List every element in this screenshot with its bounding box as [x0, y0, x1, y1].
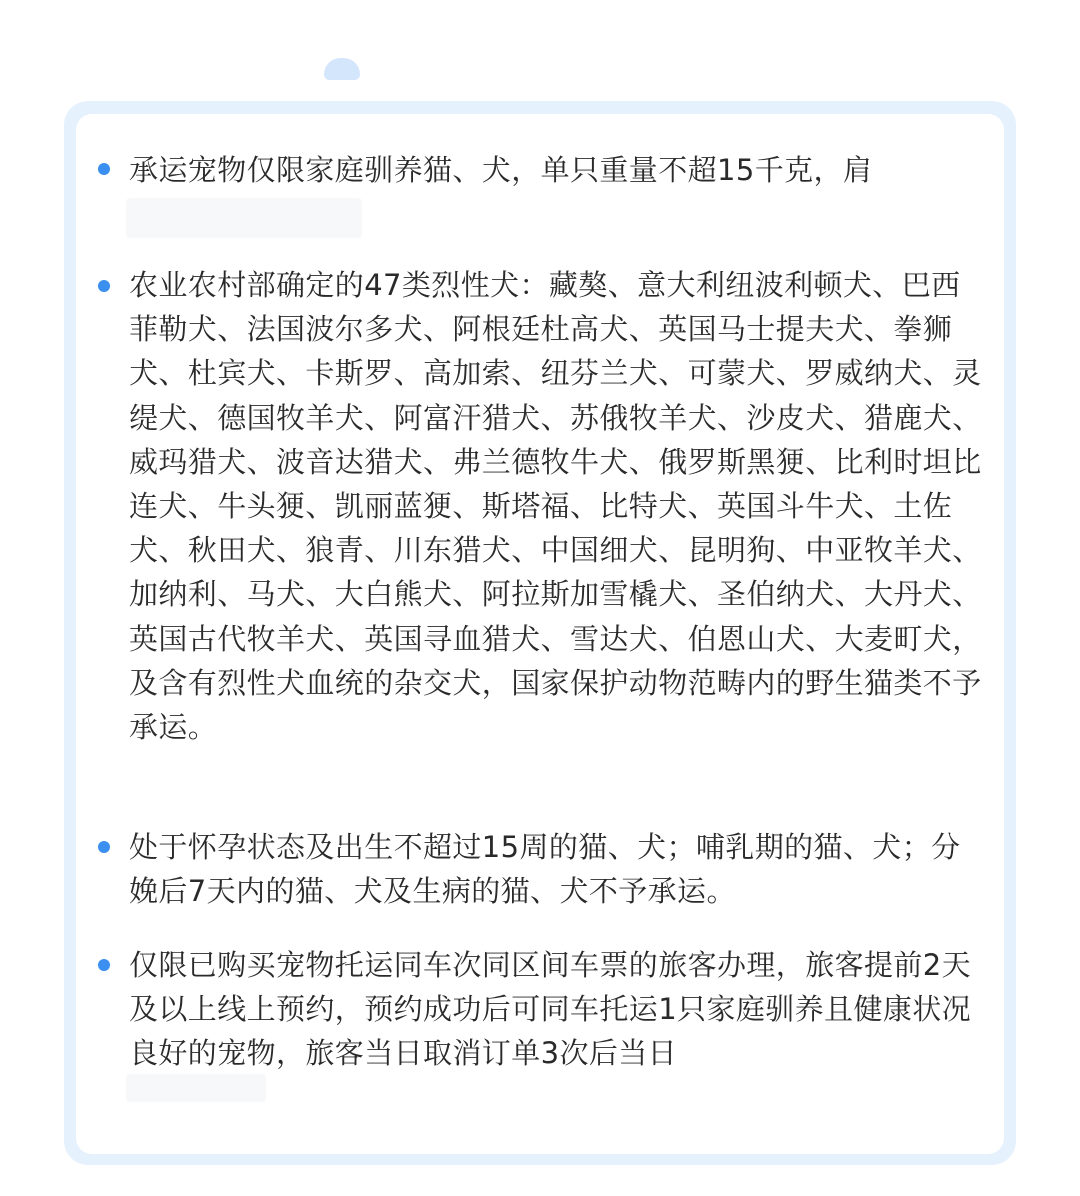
faded-overlay — [126, 1074, 266, 1102]
bullet-icon — [98, 959, 110, 971]
rule-item-pregnancy: 处于怀孕状态及出生不超过15周的猫、犬；哺乳期的猫、犬；分娩后7天内的猫、犬及生病的猫、犬不予承运。 — [129, 830, 961, 909]
faded-overlay — [126, 198, 362, 238]
rules-card — [76, 114, 1004, 1154]
rule-item-banned-breeds: 农业农村部确定的47类烈性犬：藏獒、意大利纽波利顿犬、巴西菲勒犬、法国波尔多犬、阿根廷杜高犬、英国马士提夫犬、拳狮犬、杜宾犬、卡斯罗、高加索、纽芬兰犬、可蒙犬、罗威纳犬、灵缇犬、德国牧羊犬、阿富汗猎犬、苏俄牧羊犬、沙皮犬、猎鹿犬、威玛猎犬、波音达猎犬、弗兰德牧牛犬、俄罗斯黑㹴、比利时坦比连犬、牛头㹴、凯丽蓝㹴、斯塔福、比特犬、英国斗牛犬、土佐犬、秋田犬、狼青、川东猎犬、中国细犬、昆明狗、中亚牧羊犬、加纳利、马犬、大白熊犬、阿拉斯加雪橇犬、圣伯纳犬、大丹犬、英国古代牧羊犬、英国寻血猎犬、雪达犬、伯恩山犬、大麦町犬，及含有烈性犬血统的杂交犬，国家保护动物范畴内的野生猫类不予承运。 — [129, 268, 982, 745]
bullet-icon — [98, 163, 110, 175]
top-decoration — [324, 58, 360, 80]
bullet-icon — [98, 841, 110, 853]
rule-item-weight-limit: 承运宠物仅限家庭驯养猫、犬，单只重量不超15千克，肩 — [129, 153, 873, 187]
rule-item-booking: 仅限已购买宠物托运同车次同区间车票的旅客办理，旅客提前2天及以上线上预约，预约成功后可同车托运1只家庭驯养且健康状况良好的宠物，旅客当日取消订单3次后当日 — [129, 948, 972, 1071]
bullet-icon — [98, 280, 110, 292]
